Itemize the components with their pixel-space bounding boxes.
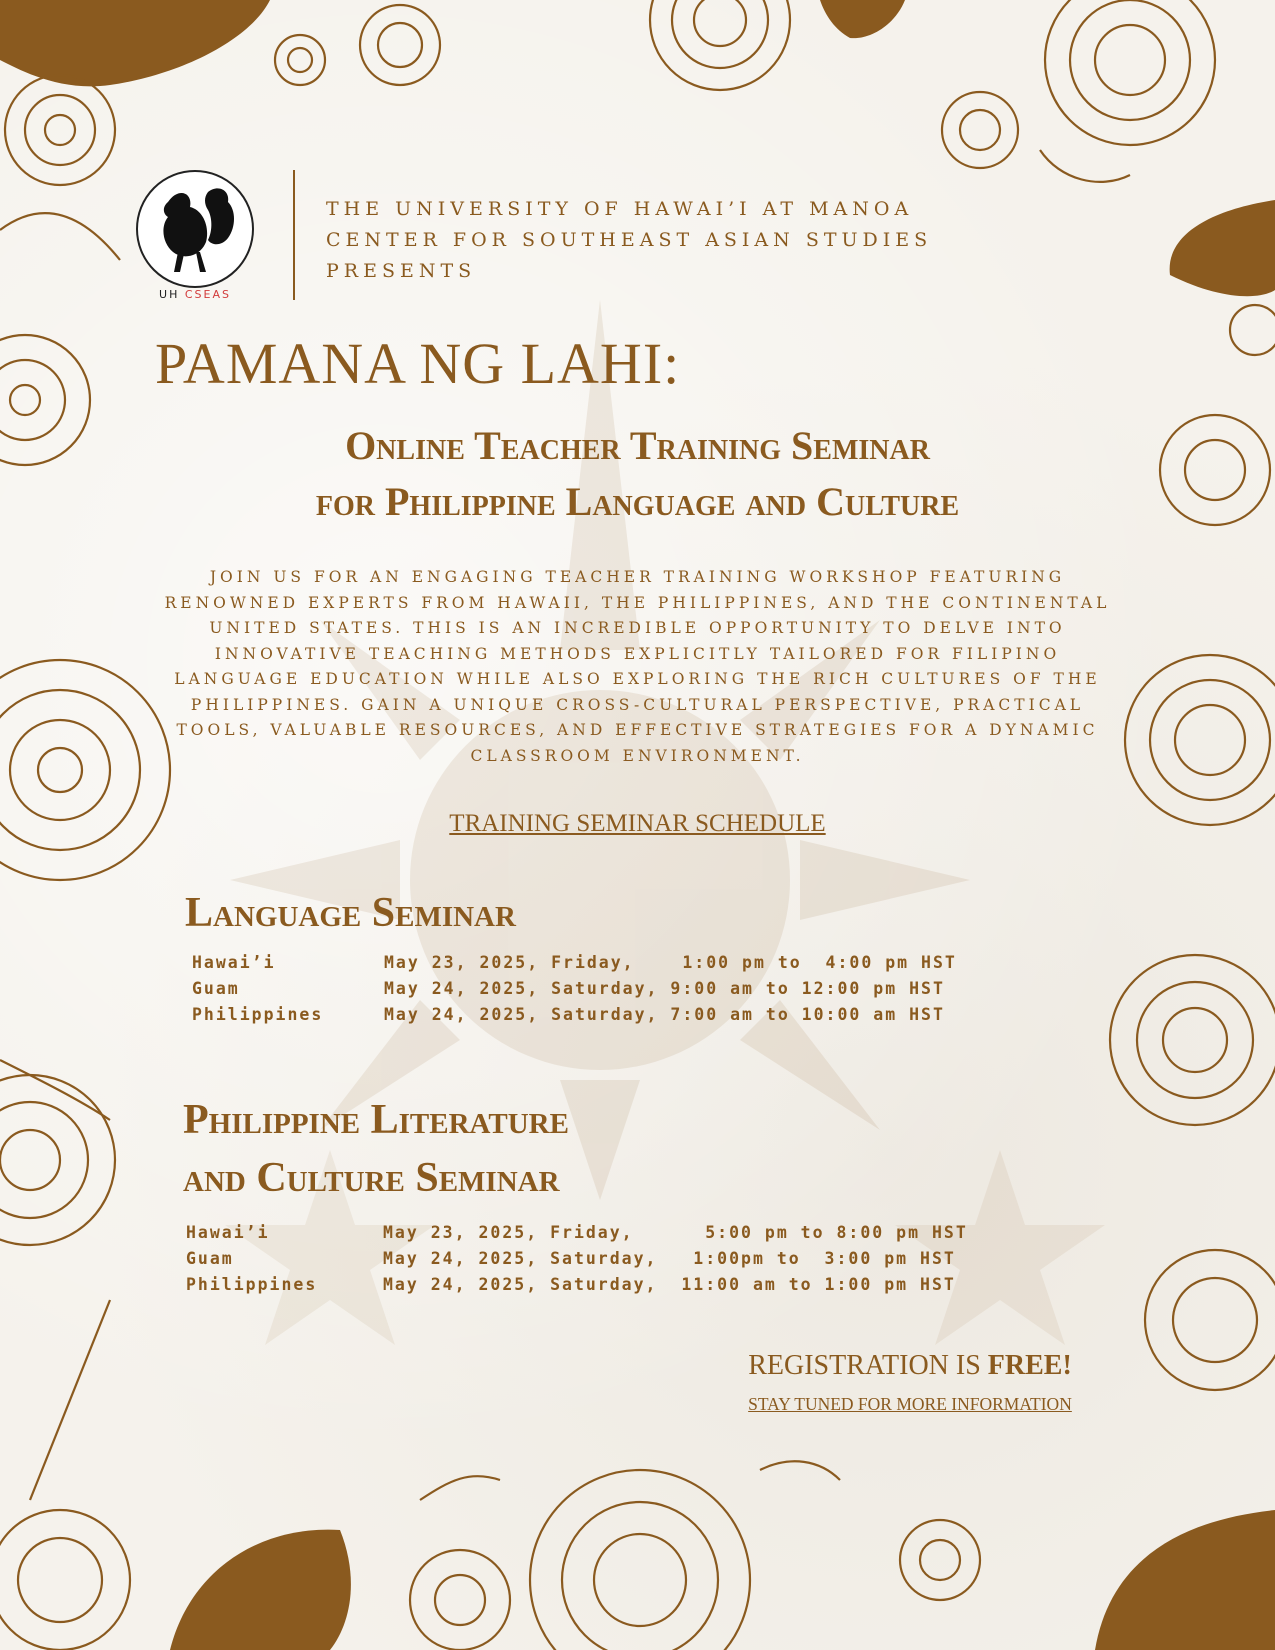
logo-wordmark (136, 288, 254, 301)
registration-free: FREE! (987, 1350, 1072, 1381)
logo-text-uh: UH (159, 288, 180, 301)
logo-text-cseas: CSEAS (184, 288, 231, 301)
schedule-heading: TRAINING SEMINAR SCHEDULE (449, 810, 826, 837)
schedule-location: Hawai’i (186, 1223, 270, 1242)
uh-cseas-logo (136, 170, 254, 308)
registration-notice (700, 1350, 1120, 1382)
logo-divider (293, 170, 295, 300)
subtitle-line-1: Online Teacher Training Seminar (345, 423, 930, 468)
rooster-icon (138, 172, 252, 286)
schedule-time: May 24, 2025, Saturday, 1:00pm to 3:00 pm HST (383, 1249, 956, 1268)
language-seminar-title: Language Seminar (185, 890, 516, 936)
stay-tuned-link: STAY TUNED FOR MORE INFORMATION (748, 1394, 1072, 1414)
schedule-time: May 23, 2025, Friday, 1:00 pm to 4:00 pm HST (384, 953, 957, 972)
literature-seminar-title (183, 1091, 569, 1207)
schedule-time: May 24, 2025, Saturday, 7:00 am to 10:00 am HST (384, 1005, 945, 1024)
literature-seminar-title-line-2: and Culture Seminar (183, 1155, 560, 1201)
subtitle (135, 418, 1140, 530)
schedule-time: May 24, 2025, Saturday, 9:00 am to 12:00 pm HST (384, 979, 945, 998)
presenter-line-university: THE UNIVERSITY OF HAWAI’I AT MANOA (326, 198, 914, 220)
presenter-block (326, 194, 1026, 287)
presenter-line-center: CENTER FOR SOUTHEAST ASIAN STUDIES (326, 229, 933, 251)
schedule-location: Hawai’i (192, 953, 276, 972)
schedule-location: Philippines (192, 1005, 324, 1024)
presenter-line-presents: PRESENTS (326, 260, 477, 282)
schedule-time: May 23, 2025, Friday, 5:00 pm to 8:00 pm HST (383, 1223, 968, 1242)
schedule-location: Guam (186, 1249, 234, 1268)
schedule-location: Philippines (186, 1275, 318, 1294)
main-title: PAMANA NG LAHI: (155, 331, 681, 396)
schedule-time: May 24, 2025, Saturday, 11:00 am to 1:00 pm HST (383, 1275, 956, 1294)
subtitle-line-2: for Philippine Language and Culture (315, 479, 960, 524)
literature-seminar-title-line-1: Philippine Literature (183, 1097, 569, 1143)
logo-circle (136, 170, 254, 288)
intro-paragraph: JOIN US FOR AN ENGAGING TEACHER TRAINING WORKSHOP FEATURING RENOWNED EXPERTS FROM HAWAII, THE PHILIPPINES, AND THE CONTINENTAL UNITED STATES. THIS IS AN INCREDIBLE OPPORTUNITY TO DELVE INTO INNOVATIVE TEACHING METHODS EXPLICITLY TAILORED FOR FILIPINO LANGUAGE EDUCATION WHILE ALSO EXPLORING THE RICH CULTURES OF THE PHILIPPINES. GAIN A UNIQUE CROSS-CULTURAL PERSPECTIVE, PRACTICAL TOOLS, VALUABLE RESOURCES, AND EFFECTIVE STRATEGIES FOR A DYNAMIC CLASSROOM ENVIRONMENT. (164, 568, 1111, 765)
schedule-location: Guam (192, 979, 240, 998)
registration-prefix: REGISTRATION IS (748, 1350, 988, 1381)
